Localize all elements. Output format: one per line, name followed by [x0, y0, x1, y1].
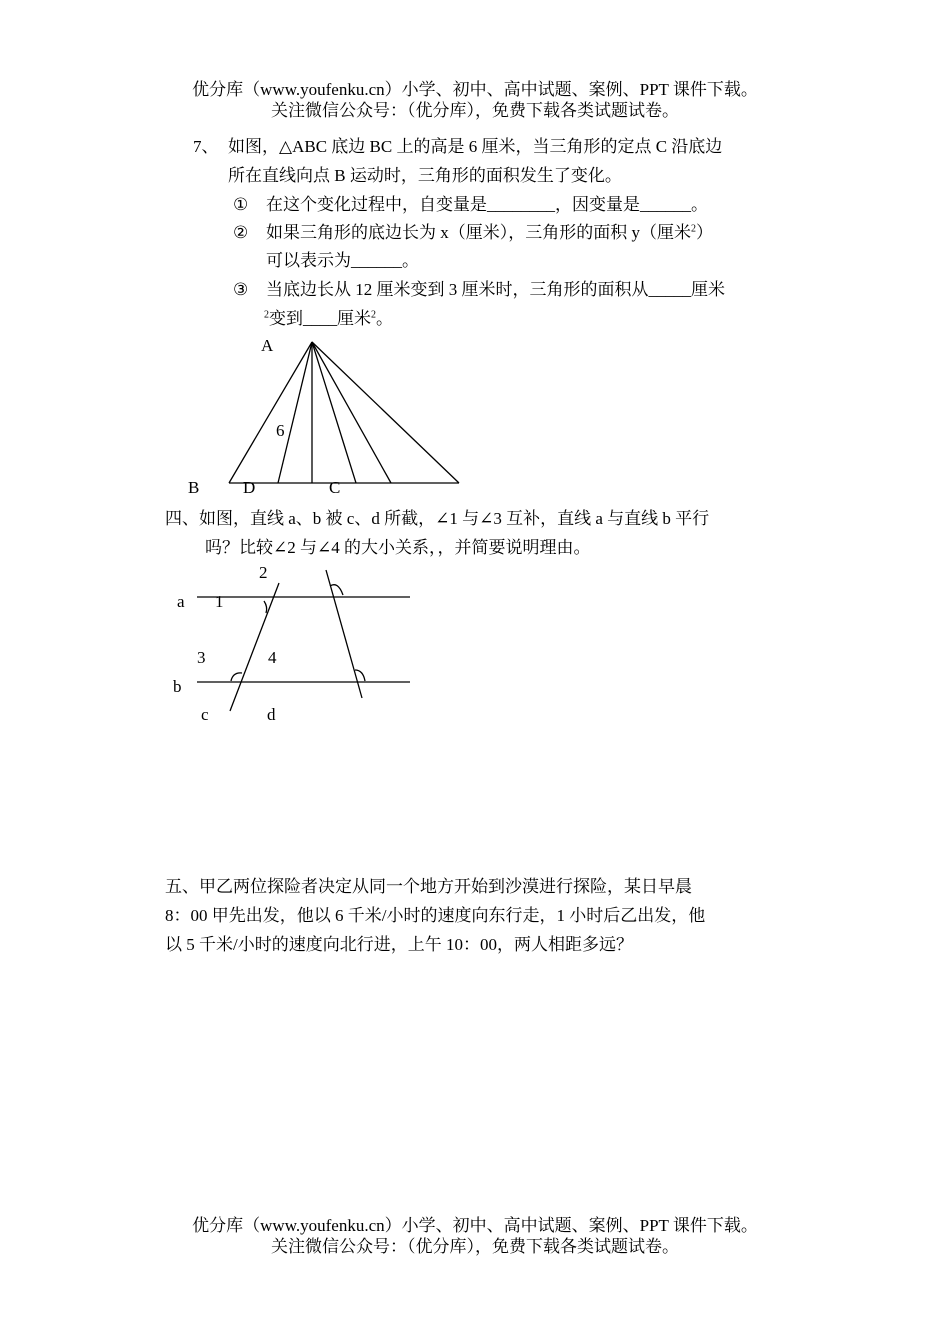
footer-line-1: 优分库（www.youfenku.cn）小学、初中、高中试题、案例、PPT 课件下载。 [192, 1216, 758, 1235]
q7-sub2-line-2: 可以表示为______。 [266, 251, 419, 270]
q7-sub2-mark: ② [233, 223, 249, 242]
q7-sub3-line-2: $^2$变到____厘米$^2$。 [264, 309, 393, 328]
q7-sub2-line-1: 如果三角形的底边长为 x（厘米），三角形的面积 y（厘米$^2$） [266, 223, 713, 242]
q5-line-1: 五、甲乙两位探险者决定从同一个地方开始到沙漠进行探险，某日早晨 [165, 877, 692, 896]
triangle-label-c: C [329, 478, 341, 497]
q5-line-2: 8：00 甲先出发，他以 6 千米/小时的速度向东行走，1 小时后乙出发，他 [165, 906, 706, 925]
header-line-1: 优分库（www.youfenku.cn）小学、初中、高中试题、案例、PPT 课件下载。 [192, 80, 758, 99]
q4-line-1: 四、如图，直线 a、b 被 c、d 所截，∠1 与∠3 互补，直线 a 与直线 b 平行 [165, 509, 710, 528]
q7-text-line-2: 所在直线向点 B 运动时，三角形的面积发生了变化。 [228, 166, 622, 185]
parallel-label-c: c [201, 705, 209, 724]
q7-sub3-mark: ③ [233, 280, 249, 299]
parallel-label-2: 2 [259, 563, 268, 582]
parallel-label-1: 1 [215, 592, 224, 611]
triangle-segment-4 [312, 342, 391, 483]
parallel-label-b: b [173, 677, 182, 696]
angle-1-arc [264, 601, 267, 613]
parallel-label-3: 3 [197, 648, 206, 667]
q7-sub1-text: 在这个变化过程中，自变量是________，因变量是______。 [266, 195, 708, 214]
q7-number: 7、 [193, 137, 219, 156]
triangle-label-height: 6 [276, 421, 285, 440]
q7-sub3-line-1: 当底边长从 12 厘米变到 3 厘米时，三角形的面积从_____厘米 [266, 280, 725, 299]
parallel-label-4: 4 [268, 648, 277, 667]
q7-sub1-mark: ① [233, 195, 249, 214]
line-c [230, 583, 279, 711]
triangle-segment-d [278, 342, 312, 483]
footer-line-2: 关注微信公众号：（优分库），免费下载各类试题试卷。 [271, 1237, 679, 1256]
triangle-label-d: D [243, 478, 256, 497]
angle-3-arc [231, 673, 242, 681]
parallel-lines-figure [197, 570, 410, 711]
triangle-label-a: A [261, 336, 274, 355]
q7-text-line-1: 如图，△ABC 底边 BC 上的高是 6 厘米，当三角形的定点 C 沿底边 [228, 137, 723, 156]
parallel-label-a: a [177, 592, 185, 611]
q5-line-3: 以 5 千米/小时的速度向北行进，上午 10：00，两人相距多远？ [165, 935, 633, 954]
triangle-label-b: B [188, 478, 200, 497]
parallel-label-d: d [267, 705, 276, 724]
line-d [326, 570, 362, 698]
triangle-side-left [229, 342, 312, 483]
q4-line-2: 吗？比较∠2 与∠4 的大小关系，，并简要说明理由。 [205, 538, 591, 557]
header-line-2: 关注微信公众号：（优分库），免费下载各类试题试卷。 [271, 101, 679, 120]
